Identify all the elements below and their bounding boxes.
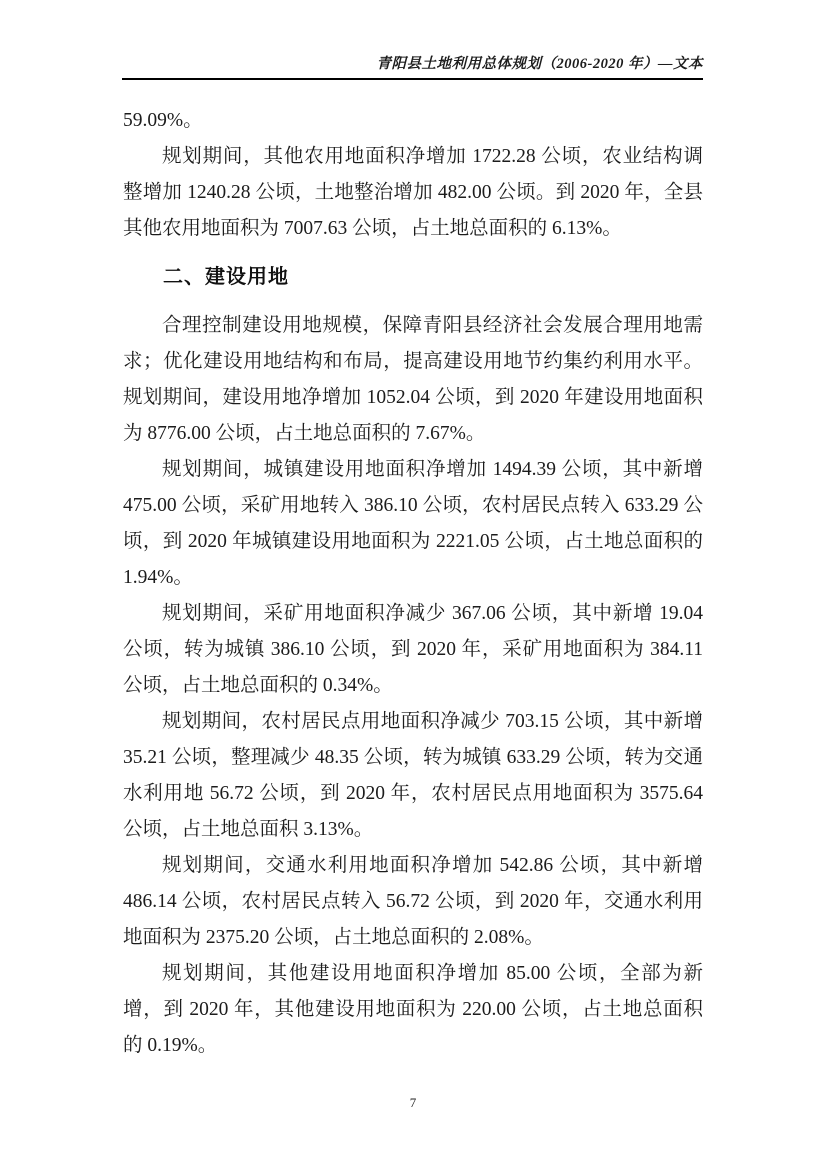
page-number: 7 [409,1095,417,1110]
header-title: 青阳县土地利用总体规划（2006-2020 年）—文本 [376,56,703,72]
paragraph-rural-settlement-land: 规划期间，农村居民点用地面积净减少 703.15 公顷，其中新增 35.21 公顷，整理减少 48.35 公顷，转为城镇 633.29 公顷，转为交通水利用地 56.72 公顷，到 2020 年，农村居民点用地面积为 3575.64 公顷，占土地总面积 3.13%。 [123,711,703,840]
paragraph-continuation: 59.09%。 [123,110,203,131]
document-body [123,103,703,1064]
paragraph-urban-construction-land: 规划期间，城镇建设用地面积净增加 1494.39 公顷，其中新增 475.00 公顷，采矿用地转入 386.10 公顷，农村居民点转入 633.29 公顷，到 2020 年城镇建设用地面积为 2221.05 公顷，占土地总面积的 1.94%。 [123,459,703,588]
page-footer [123,1095,703,1111]
paragraph-transport-water-land: 规划期间，交通水利用地面积净增加 542.86 公顷，其中新增 486.14 公顷，农村居民点转入 56.72 公顷，到 2020 年，交通水利用地面积为 2375.20 公顷，占土地总面积的 2.08%。 [123,855,703,948]
paragraph-mining-land: 规划期间，采矿用地面积净减少 367.06 公顷，其中新增 19.04 公顷，转为城镇 386.10 公顷，到 2020 年，采矿用地面积为 384.11 公顷，占土地总面积的 0.34%。 [123,603,703,696]
paragraph-other-agricultural-land: 规划期间，其他农用地面积净增加 1722.28 公顷，农业结构调整增加 1240.28 公顷，土地整治增加 482.00 公顷。到 2020 年，全县其他农用地面积为 7007.63 公顷，占土地总面积的 6.13%。 [123,146,703,239]
page-header [122,52,703,73]
header-rule [122,78,703,80]
paragraph-construction-land-overview: 合理控制建设用地规模，保障青阳县经济社会发展合理用地需求；优化建设用地结构和布局，提高建设用地节约集约利用水平。规划期间，建设用地净增加 1052.04 公顷，到 2020 年建设用地面积为 8776.00 公顷，占土地总面积的 7.67%。 [123,315,703,444]
paragraph-other-construction-land: 规划期间，其他建设用地面积净增加 85.00 公顷，全部为新增，到 2020 年，其他建设用地面积为 220.00 公顷，占土地总面积的 0.19%。 [123,963,703,1056]
section-heading-construction-land: 二、建设用地 [163,266,289,288]
